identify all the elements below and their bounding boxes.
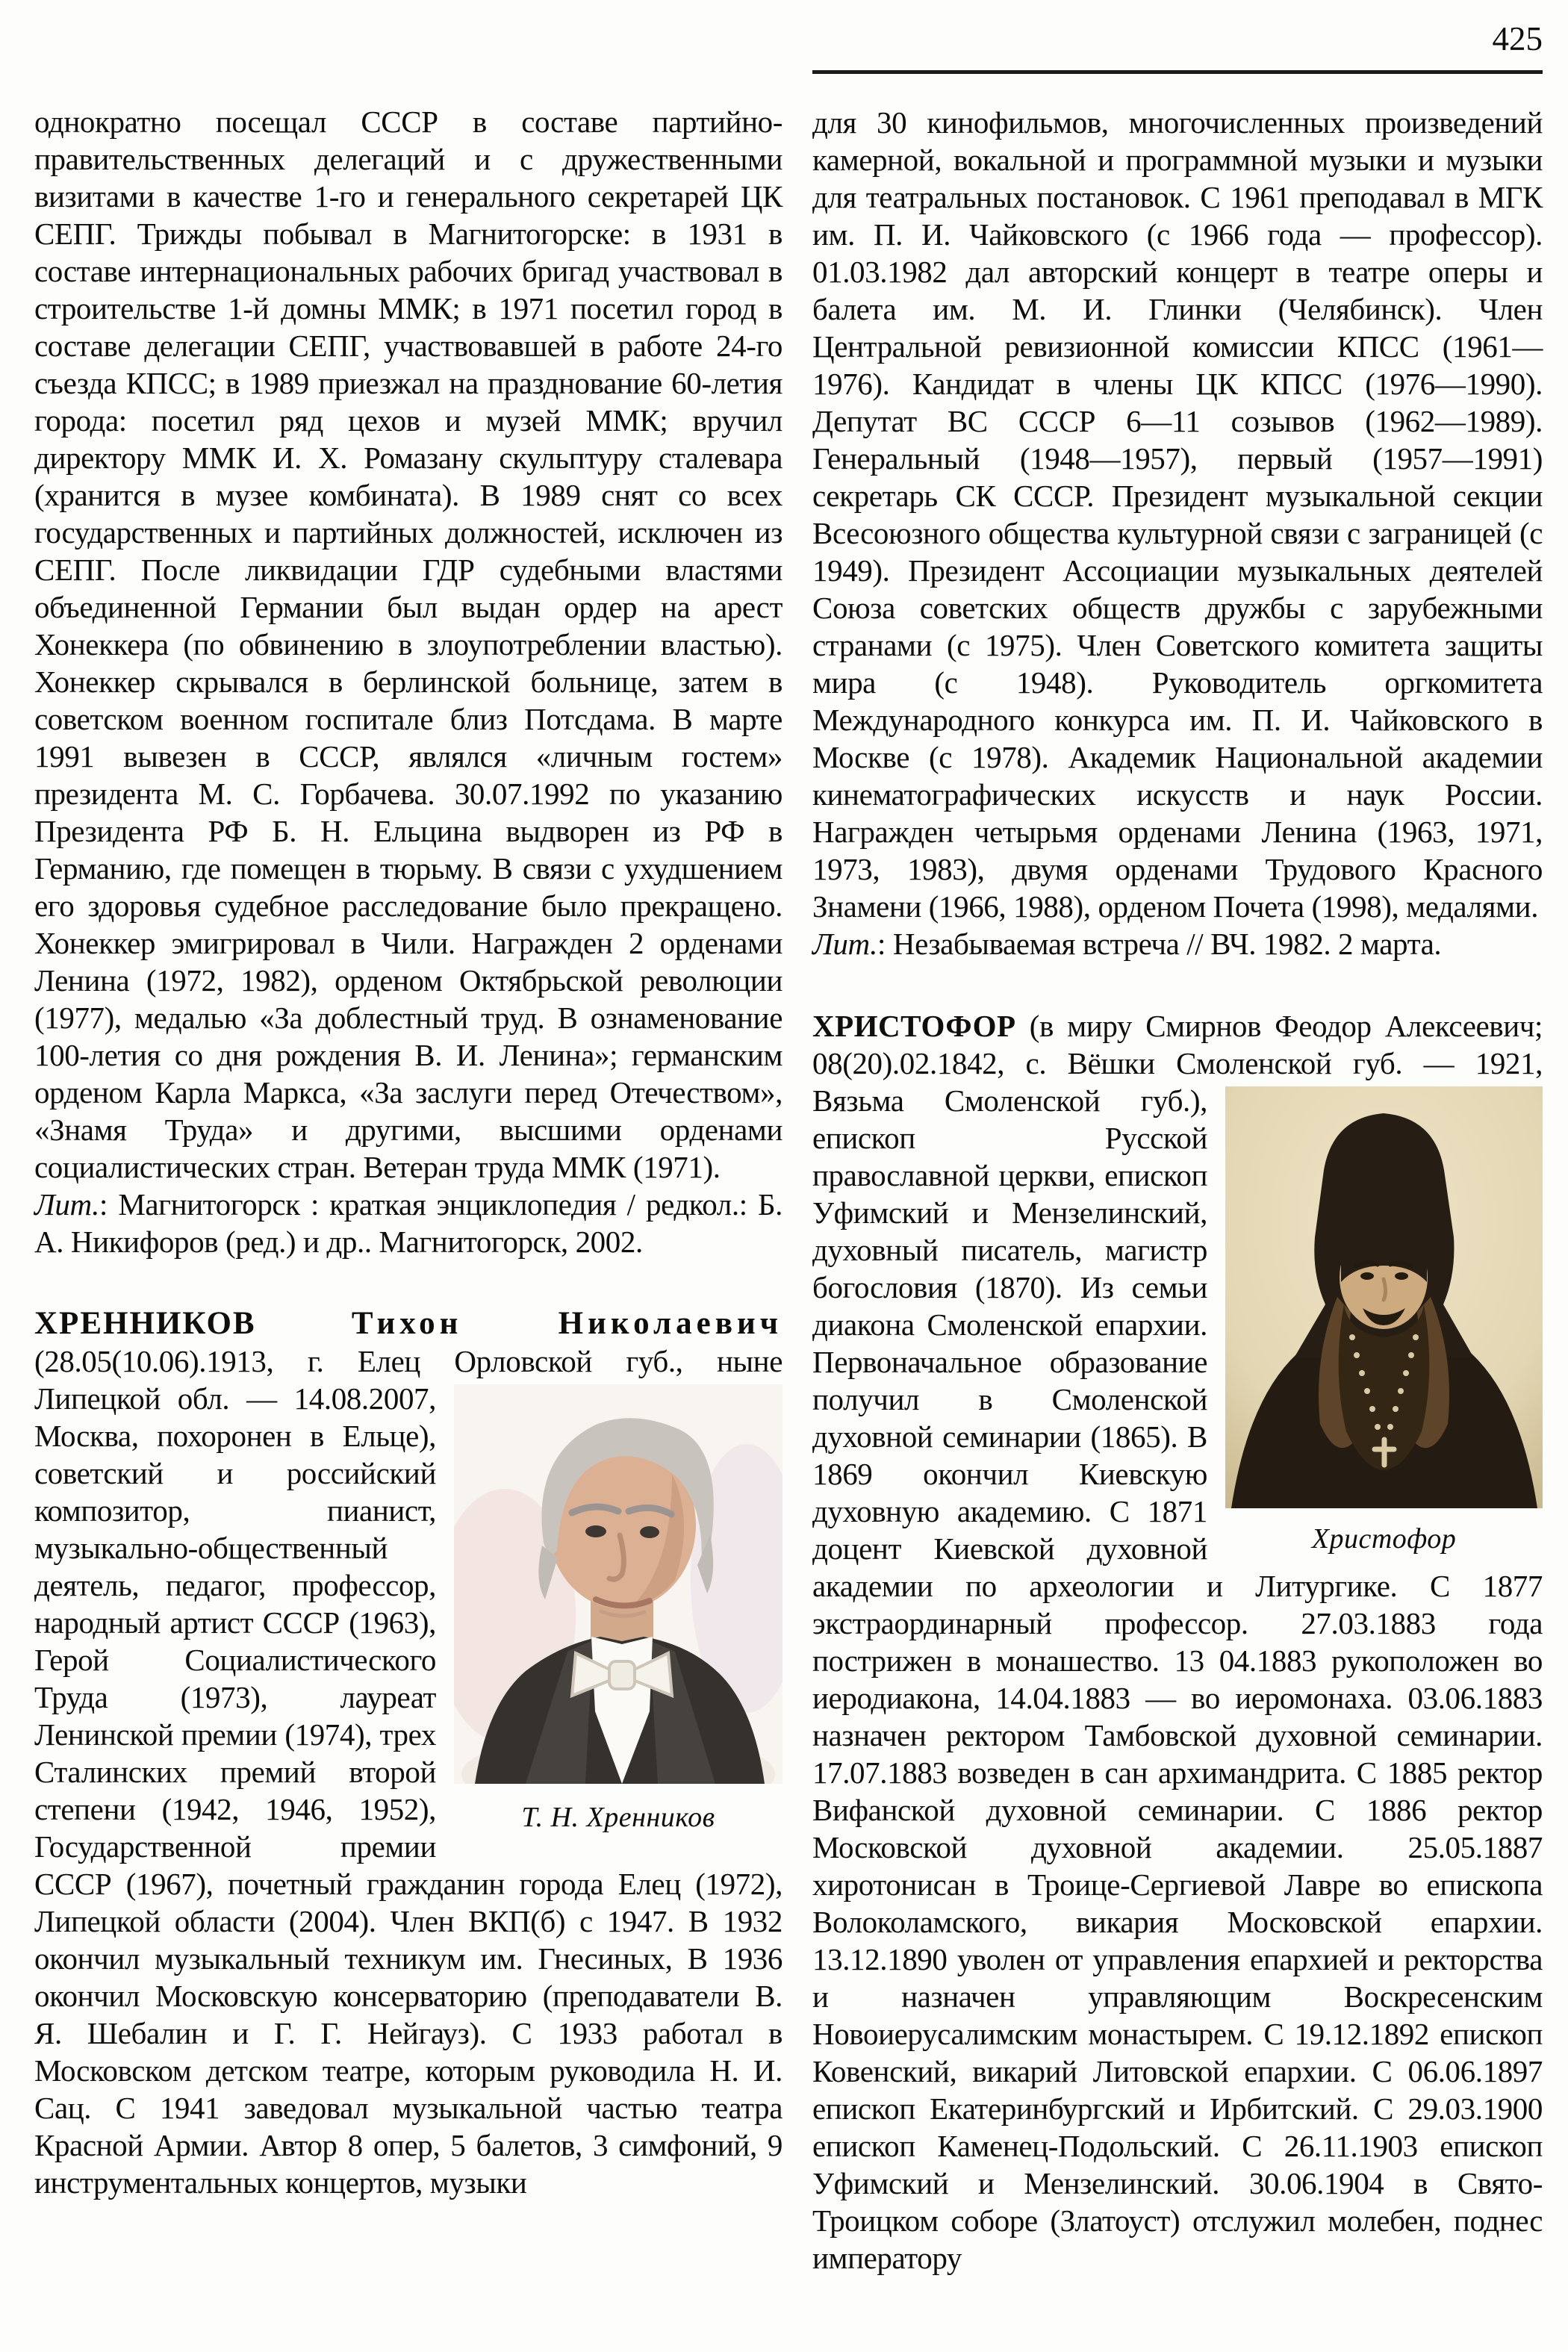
honecker-continuation-text: однократно посещал СССР в составе партийно-правительственных делегаций и с дружественными визитами в качестве 1-го и генерального секретарей ЦК СЕПГ. Трижды побывал в Магнитогорске: в 1931 в составе интернациональных рабочих бригад участвовал в строительстве 1-й домны ММК; в 1971 посетил город в составе делегации СЕПГ, участвовавшей в работе 24-го съезда КПСС; в 1989 приезжал на празднование 60-летия города: посетил ряд цехов и музей ММК; вручил директору ММК И. Х. Ромазану скульптуру сталевара (хранится в музее комбината). В 1989 снят со всех государственных и партийных должностей, исключен из СЕПГ. После ликвидации ГДР судебными властями объединенной Германии был выдан ордер на арест Хонеккера (по обвинению в злоупотреблении властью). Хонеккер скрывался в берлинской больнице, затем в советском военном госпитале близ Потсдама. В марте 1991 вывезен в СССР, являлся «личным гостем» президента М. С. Горбачева. 30.07.1992 по указанию Президента РФ Б. Н. Ельцина выдворен из РФ в Германию, где помещен в тюрьму. В связи с ухудшением его здоровья судебное расследование было прекращено. Хонеккер эмигрировал в Чили. Награжден 2 орденами Ленина (1972, 1982), орденом Октябрьской революции (1977), медалью «За доблестный труд. В ознаменование 100-летия со дня рождения В. И. Ленина»; германским орденом Карла Маркса, «За заслуги перед Отечеством», «Знамя Труда» и другими, высшими орденами социалистических стран. Ветеран труда ММК (1971). — [34, 105, 783, 1184]
khrennikov-continuation-text: для 30 кинофильмов, многочисленных произведений камерной, вокальной и программной музыки и музыки для театральных постановок. С 1961 преподавал в МГК им. П. И. Чайковского (с 1966 года — профессор). 01.03.1982 дал авторский концерт в театре оперы и балета им. М. И. Глинки (Челябинск). Член Центральной ревизионной комиссии КПСС (1961—1976). Кандидат в члены ЦК КПСС (1976—1990). Депутат ВС СССР 6—11 созывов (1962—1989). Генеральный (1948—1957), первый (1957—1991) секретарь СК СССР. Президент музыкальной секции Всесоюзного общества культурной связи с заграницей (с 1949). Президент Ассоциации музыкальных деятелей Союза советских обществ дружбы с зарубежными странами (с 1975). Член Советского комитета защиты мира (с 1948). Руководитель оргкомитета Международного конкурса им. П. И. Чайковского в Москве (с 1978). Академик Национальной академии кинематографических искусств и наук России. Награжден четырьмя орденами Ленина (1963, 1971, 1973, 1983), двумя орденами Трудового Красного Знамени (1966, 1988), орденом Почета (1998), медалями. — [812, 105, 1543, 924]
khrennikov-patronymic: Николаевич — [558, 1306, 783, 1341]
left-column — [34, 19, 783, 2352]
khrennikov-heading — [34, 1305, 783, 1343]
khrennikov-body-paragraph — [34, 1343, 783, 2201]
khristofor-intro-text: (в миру Смирнов Феодор Алексеевич; 08(20).02.1842, с. Вёшки Смоленской — [812, 1009, 1543, 1080]
khristofor-body-text: губ. — 1921, Вязьма Смоленской губ.), епископ Русской православной церкви, епископ Уфимский и Мензелинский, духовный писатель, магистр богословия (1870). Из семьи диакона Смоленской епархии. Первоначальное образование получил в Смоленской духовной семинарии (1865). В 1869 окончил Киевскую духовную академию. С 1871 доцент Киевской духовной академии по археологии и Литургике. С 1877 экстраординарный профессор. 27.03.1883 года пострижен в монашество. 13 04.1883 рукоположен во иеродиакона, 14.04.1883 — во иеромонаха. 03.06.1883 назначен ректором Тамбовской духовной семинарии. 17.07.1883 возведен в сан архимандрита. С 1885 ректор Вифанской духовной семинарии. С 1886 ректор Московской духовной академии. 25.05.1887 хиротонисан в Троице-Сергиевой Лавре во епископа Волоколамского, викария Московской епархии. 13.12.1890 уволен от управления епархией и ректорства и назначен управляющим Воскресенским Новоиерусалимским монастырем. С 19.12.1892 епископ Ковенский, викарий Литовской епархии. С 06.06.1897 епископ Екатеринбургский и Ирбитский. С 29.03.1900 епископ Каменец-Подольский. С 26.11.1903 епископ Уфимский и Мензелинский. 30.06.1904 в Свято-Троицком соборе (Златоуст) отслужил молебен, поднес императору — [812, 1046, 1543, 2275]
khristofor-photo-caption: Христофор — [1311, 1523, 1457, 1555]
honecker-continuation-paragraph — [34, 103, 783, 1186]
khrennikov-continuation-paragraph — [812, 104, 1543, 925]
literature-label: Лит. — [34, 1187, 100, 1222]
khristofor-body-paragraph — [812, 1007, 1543, 2277]
khristofor-entry — [812, 1007, 1543, 2277]
page-header — [812, 19, 1543, 74]
khrennikov-entry — [34, 1305, 783, 2201]
khristofor-portrait-image — [1225, 1086, 1543, 1508]
literature-text: : Магнитогорск : краткая энциклопедия / редкол.: Б. А. Никифоров (ред.) и др.. Магнитогорск, 2002. — [34, 1187, 783, 1259]
khrennikov-intro-text: (28.05(10.06).1913, г. Елец Орловской губ., ныне — [34, 1344, 783, 1378]
honecker-literature — [34, 1186, 783, 1260]
literature-text: : Незабываемая встреча // ВЧ. 1982. 2 марта. — [877, 927, 1442, 961]
literature-label: Лит. — [812, 927, 878, 961]
khrennikov-surname: ХРЕННИКОВ — [34, 1306, 256, 1341]
khrennikov-photo-caption: Т. Н. Хренников — [521, 1802, 715, 1833]
khrennikov-portrait-image — [454, 1384, 783, 1784]
header-rule — [812, 70, 1543, 74]
right-column — [812, 19, 1543, 2352]
khrennikov-figure — [454, 1384, 783, 1835]
khristofor-figure — [1225, 1086, 1543, 1556]
khrennikov-literature — [812, 925, 1543, 962]
page-number: 425 — [1492, 20, 1543, 57]
khrennikov-first-name: Тихон — [351, 1306, 463, 1341]
khrennikov-body-text: Липецкой обл. — 14.08.2007, Москва, похоронен в Ельце), советский и российский композитор, пианист, музыкально-общественный деятель, педагог, профессор, народный артист СССР (1963), Герой Социалистического Труда (1973), лауреат Ленинской премии (1974), трех Сталинских премий второй степени (1942, 1946, 1952), Государственной премии СССР (1967), почетный гражданин города Елец (1972), Липецкой области (2004). Член ВКП(б) с 1947. В 1932 окончил музыкальный техникум им. Гнесиных, В 1936 окончил Московскую консерваторию (преподаватели В. Я. Шебалин и Г. Г. Нейгауз). С 1933 работал в Московском детском театре, которым руководила Н. И. Сац. С 1941 заведовал музыкальной частью театра Красной Армии. Автор 8 опер, 5 балетов, 3 симфоний, 9 инструментальных концертов, музыки — [34, 1381, 783, 2200]
khristofor-heading: ХРИСТОФОР — [812, 1009, 1016, 1043]
